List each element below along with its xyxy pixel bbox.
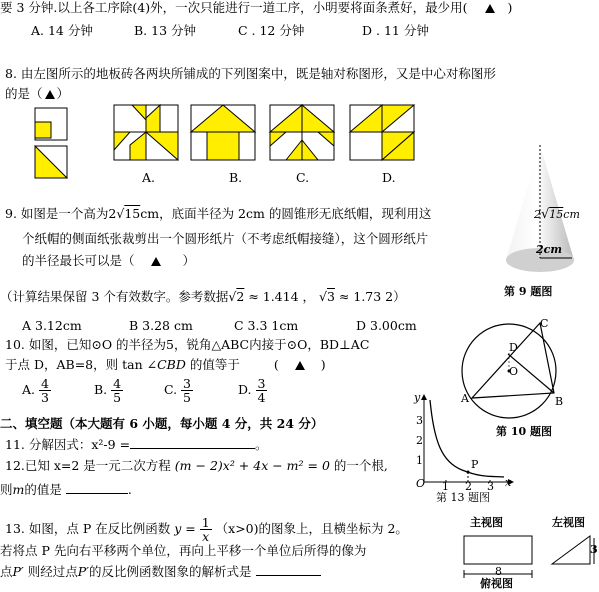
q9-note [0,289,406,305]
q9-note-a: （计算结果保留 3 个有效数字。参考数据 [0,289,229,304]
q12-line2-a: 则 [0,482,13,497]
q9-line3 [22,253,195,269]
q12-line1-a: 12.已知 x=2 是一元二次方程 [5,458,171,473]
q7-option-b: B. 13 分钟 [134,23,197,38]
q8-line2-text: 的是（ [5,86,43,101]
q9-line3-text: 的半径最长可以是（ [22,253,135,268]
tile-option-b [191,105,255,160]
q11-end: 。 [255,437,268,452]
q10-option-b-letter: B. [93,382,108,397]
q9-rad: 15 [124,206,141,221]
triangle-placeholder-icon [295,361,305,370]
sqrt-icon: √ [228,289,237,304]
triangle-placeholder-icon [45,90,55,99]
sqrt-icon: √ [116,206,125,221]
q9-rad-coef: 2 [108,206,117,221]
q13-origin-label: O [416,477,426,490]
q9-note-v2: ≈ 1.414 ， [248,289,316,304]
cone-height-unit: cm [563,208,580,221]
q9-option-c: C 3.3 1cm [234,318,299,333]
q7-option-a: A. 14 分钟 [31,23,93,38]
q13-line3 [0,563,321,580]
q10-option-d [238,377,268,404]
point-a-label: A [461,392,469,405]
q13-p-prime-2: P′ [77,564,89,579]
q13-line1 [5,516,408,543]
q9-line2: 个纸帽的侧面纸张裁剪出一个圆形纸片（不考虑纸帽接缝），这个圆形纸片 [22,231,429,246]
tile-option-d [350,105,414,160]
q13-num: 1 [201,515,210,530]
q10-option-c-den: 5 [183,390,191,405]
q13-x-label: x [505,476,512,489]
q8-label-d: D. [382,170,396,185]
q10-line1: 10. 如图，已知⊙O 的半径为5，锐角△ABC内接于⊙O，BD⊥AC [5,337,370,352]
left-view-label: 左视图 [552,516,585,529]
q12-m: m [12,482,25,497]
q12-answer-blank[interactable] [66,481,128,494]
front-view-label: 主视图 [470,516,503,529]
q10-line2-b: 的值等于 [185,357,240,372]
q9-line1-a: 9. 如图是一个高为 [5,206,109,221]
q9-line1 [5,206,431,222]
q12-line2 [0,481,132,498]
q13-line3-b: 则经过点 [23,564,78,579]
q8-line1: 8. 由左图所示的地板砖各两块所铺成的下列图案中，既是轴对称图形，又是中心对称图形 [5,66,496,81]
q12-end: . [127,482,132,497]
q9-note-r2: 2 [236,289,245,304]
triangle-placeholder-icon [151,257,161,266]
q13-answer-blank[interactable] [256,563,321,576]
point-o-label: O [509,365,519,378]
point-d-label: D [509,341,518,354]
q9-option-a: A 3.12cm [22,318,82,333]
q13-ytick-3: 3 [416,414,423,427]
q13-den: x [202,529,210,544]
cone-radius-label: 2cm [536,243,562,256]
q11-answer-blank[interactable] [130,436,255,449]
q13-line2: 若将点 P 先向右平移两个单位，再向上平移一个单位后所得的像为 [0,543,367,558]
q13-tick-3: 3 [487,480,494,493]
q10-option-a [22,377,90,404]
q7-text-end: ) [507,0,513,15]
q13-ytick-1: 1 [416,454,423,467]
sqrt-icon: √ [541,207,550,222]
q13-fn: y = [174,521,196,536]
q9-note-r3: 3 [326,289,335,304]
q13-graph [412,392,512,492]
cone-height-rad: 15 [549,208,564,221]
q10-angle: CBD [157,357,186,372]
q10-option-a-den: 3 [41,390,49,405]
q7-option-d: D . 11 分钟 [362,23,429,38]
section-2-heading: 二、填空题（本大题有 6 小题，每小题 4 分，共 24 分） [0,416,324,431]
q10-option-b-den: 5 [113,390,122,405]
q8-line2-end: ） [56,86,70,101]
q13-line1-b: （x>0)的图象上，且横坐标为 2。 [215,521,408,536]
q7-option-c: C . 12 分钟 [238,23,305,38]
q13-line3-a: 点 [0,564,13,579]
q10-option-b [94,377,160,404]
q10-line2: 于点 D，AB=8，则 tan ∠CBD 的值等于 ( ) [5,357,326,372]
q9-line3-end: ） [182,253,196,268]
top-view-label: 俯视图 [480,577,513,590]
q7-line1 [0,0,512,16]
q13-line3-c: 的反比例函数图象的解析式是 [89,564,252,579]
height-label: 3 [590,543,598,556]
q13-line1-a: 13. 如图，点 P 在反比例函数 [5,521,171,536]
q8-label-c: C. [296,170,310,185]
q8-label-a: A. [142,170,156,185]
q13-fig-label: 第 13 题图 [436,491,490,504]
tile-option-a [114,105,178,160]
cone-height-label [534,207,580,223]
q13-tick-1: 1 [442,480,449,493]
q10-options [22,377,267,404]
q9-line1-b: cm，底面半径为 2cm 的圆锥形无底纸帽，现利用这 [140,206,432,221]
q13-tick-2: 2 [465,480,472,493]
q10-option-d-num: 3 [257,376,266,391]
q10-option-c [164,377,234,404]
q10-option-c-letter: C. [163,382,178,397]
q10-fig-label: 第 10 题图 [496,425,552,438]
q10-option-d-letter: D. [237,382,252,397]
q12-line1-b: 的一个根, [333,458,388,473]
q13-p-label: P [471,458,479,471]
q8-label-b: B. [229,170,243,185]
q10-option-b-num: 4 [113,376,122,391]
cone-height-coef: 2 [534,208,541,221]
q10-option-a-letter: A. [22,382,36,397]
tile-option-c [270,105,334,160]
q7-text: 要 3 分钟.以上各工序除(4)外，一次只能进行一道工序，小明要将面条煮好，最少用( [0,0,468,15]
q10-line2-a: 于点 D，AB=8，则 tan ∠ [5,357,158,372]
q12-line2-b: 的值是 [24,482,62,497]
tile-left [35,108,67,178]
q11-text: 11. 分解因式：x²-9 = [5,437,131,452]
q10-option-a-num: 4 [41,376,49,391]
point-b-label: B [555,395,564,408]
triangle-placeholder-icon [485,4,495,13]
point-c-label: C [540,317,549,330]
q10-option-d-den: 4 [257,390,266,405]
q10-option-c-num: 3 [183,376,191,391]
q12-line1 [5,458,388,474]
q9-option-d: D 3.00cm [356,318,417,333]
q11-line [5,436,268,453]
width-label: 8 [495,565,502,578]
q9-note-v3: ≈ 1.73 2） [338,289,406,304]
q10-line2-end: ) [320,357,326,372]
q13-p-prime: P′ [12,564,24,579]
sqrt-icon: √ [319,289,327,304]
q13-ytick-2: 2 [416,434,423,447]
q9-option-b: B 3.28 cm [129,318,193,333]
q12-equation: (m − 2)x² + 4x − m² = 0 [174,458,330,473]
q13-y-label: y [414,391,421,404]
q9-fig-label: 第 9 题图 [504,285,553,298]
